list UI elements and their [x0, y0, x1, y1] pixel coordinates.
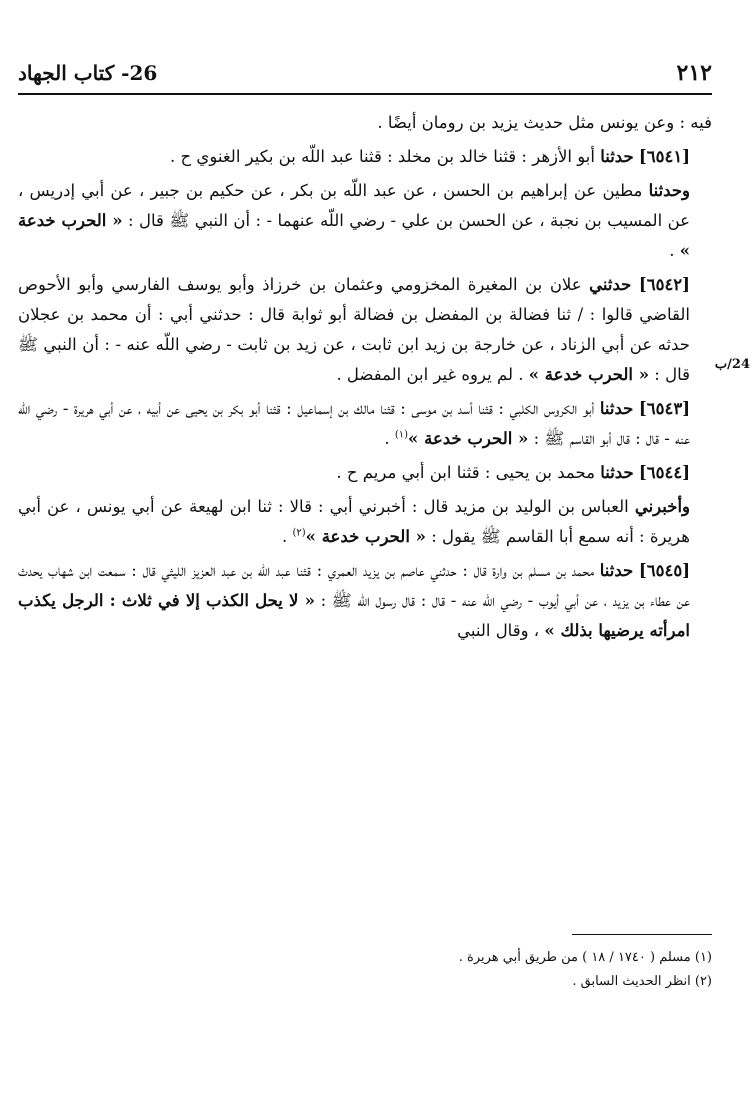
prophetic-quote: « لا يحل الكذب إلا في ثلاث : الرجل يكذب امرأته يرضيها بذلك »	[18, 591, 690, 640]
hadith-tail: . لم يروه غير ابن المفضل .	[336, 365, 524, 384]
chain-lead: حدثنا	[600, 463, 634, 482]
hadith-6544	[18, 458, 712, 488]
paragraph-text: فيه : وعن يونس مثل حديث يزيد بن رومان أيضًا .	[377, 113, 712, 132]
footnote-divider	[572, 934, 712, 935]
chain-lead: وأخبرني	[634, 497, 690, 516]
hadith-number: [٦٥٤٢]	[638, 275, 690, 294]
hadith-text: محمد بن يحيى : قثنا ابن أبي مريم ح .	[336, 463, 595, 482]
page-number: ٢١٢	[676, 60, 712, 86]
chain-lead: حدثنا	[599, 399, 634, 418]
hadith-6544-alt-chain	[18, 492, 712, 552]
manuscript-folio-note: 24/ب	[714, 357, 750, 372]
hadith-text: أبو الكروس الكلبي : قثنا أسد بن موسى : قثنا مالك بن إسماعيل : قثنا أبو بكر بن يحيى عن أبيه ، عن أبي هريرة - رضي اللّه عنه - قال : قال أبو القاسم ﷺ :	[18, 399, 690, 448]
footnote: (١) مسلم ( ١٧٤٠ / ١٨ ) من طريق أبي هريرة .	[458, 950, 712, 965]
prophetic-quote: « الحرب خدعة »	[18, 211, 690, 260]
chain-lead: حدثنا	[600, 147, 634, 166]
paragraph	[18, 108, 712, 138]
chain-lead: حدثني	[589, 275, 632, 294]
hadith-text: مطين عن إبراهيم بن الحسن ، عن عبد اللّه بن بكر ، عن حكيم بن جبير ، عن أبي إدريس ، عن المسيب بن نجبة ، عن الحسن بن علي - رضي اللّه عنهما - : أن النبي ﷺ قال :	[18, 181, 690, 230]
chapter-title: 26- كتاب الجهاد	[18, 61, 158, 85]
footnote: (٢) انظر الحديث السابق .	[572, 974, 712, 989]
hadith-text: العباس بن الوليد بن مزيد قال : أخبرني أبي : قالا : ثنا ابن لهيعة عن أبي يونس ، عن أبي هريرة : أنه سمع أبا القاسم ﷺ يقول :	[18, 497, 690, 546]
hadith-text: أبو الأزهر : قثنا خالد بن مخلد : قثنا عبد اللّه بن بكير الغنوي ح .	[170, 147, 595, 166]
prophetic-quote: « الحرب خدعة »	[528, 365, 650, 384]
header-divider	[18, 93, 712, 95]
hadith-number: [٦٥٤٥]	[638, 561, 690, 580]
chain-lead: حدثنا	[599, 561, 634, 580]
chain-lead: وحدثنا	[648, 181, 691, 200]
hadith-tail: .	[384, 429, 390, 448]
hadith-6542	[18, 270, 712, 390]
footnote-marker: (١)	[394, 429, 409, 441]
hadith-number: [٦٥٤٣]	[638, 399, 690, 418]
hadith-number: [٦٥٤١]	[638, 147, 690, 166]
footnote-marker: (٢)	[292, 527, 306, 539]
hadith-text: علان بن المغيرة المخزومي وعثمان بن خرزاذ وأبو يوسف الفارسي وأبو الأحوص القاضي قالوا : / ثنا فضالة بن المفضل بن فضالة أبو ثوابة قال : حدثني أبي : أن محمد بن عجلان حدثه عن أبي الزناد ، عن خارجة بن زيد ابن ثابت ، عن زيد بن ثابت - رضي اللّه عنه - : أن النبي ﷺ قال :	[18, 275, 690, 384]
hadith-tail: ، وقال النبي	[457, 621, 540, 640]
prophetic-quote: « الحرب خدعة »	[408, 429, 529, 448]
hadith-6541-alt-chain	[18, 176, 712, 266]
hadith-6541	[18, 142, 712, 172]
page-body	[18, 108, 712, 650]
prophetic-quote: « الحرب خدعة »	[305, 527, 426, 546]
hadith-6543	[18, 394, 712, 454]
hadith-tail: .	[281, 527, 288, 546]
footnotes	[18, 946, 712, 994]
hadith-number: [٦٥٤٤]	[638, 463, 690, 482]
page-header	[18, 56, 712, 90]
hadith-tail: .	[669, 241, 675, 260]
hadith-text: محمد بن مسلم بن وارة قال : حدثني عاصم بن يزيد العمري : قثنا عبد اللّه بن عبد العزيز الليثي قال : سمعت ابن شهاب يحدث عن عطاء بن يزيد ، عن أبي أيوب - رضي اللّه عنه - قال : قال رسول اللّه ﷺ :	[18, 561, 690, 610]
hadith-6545	[18, 556, 712, 646]
